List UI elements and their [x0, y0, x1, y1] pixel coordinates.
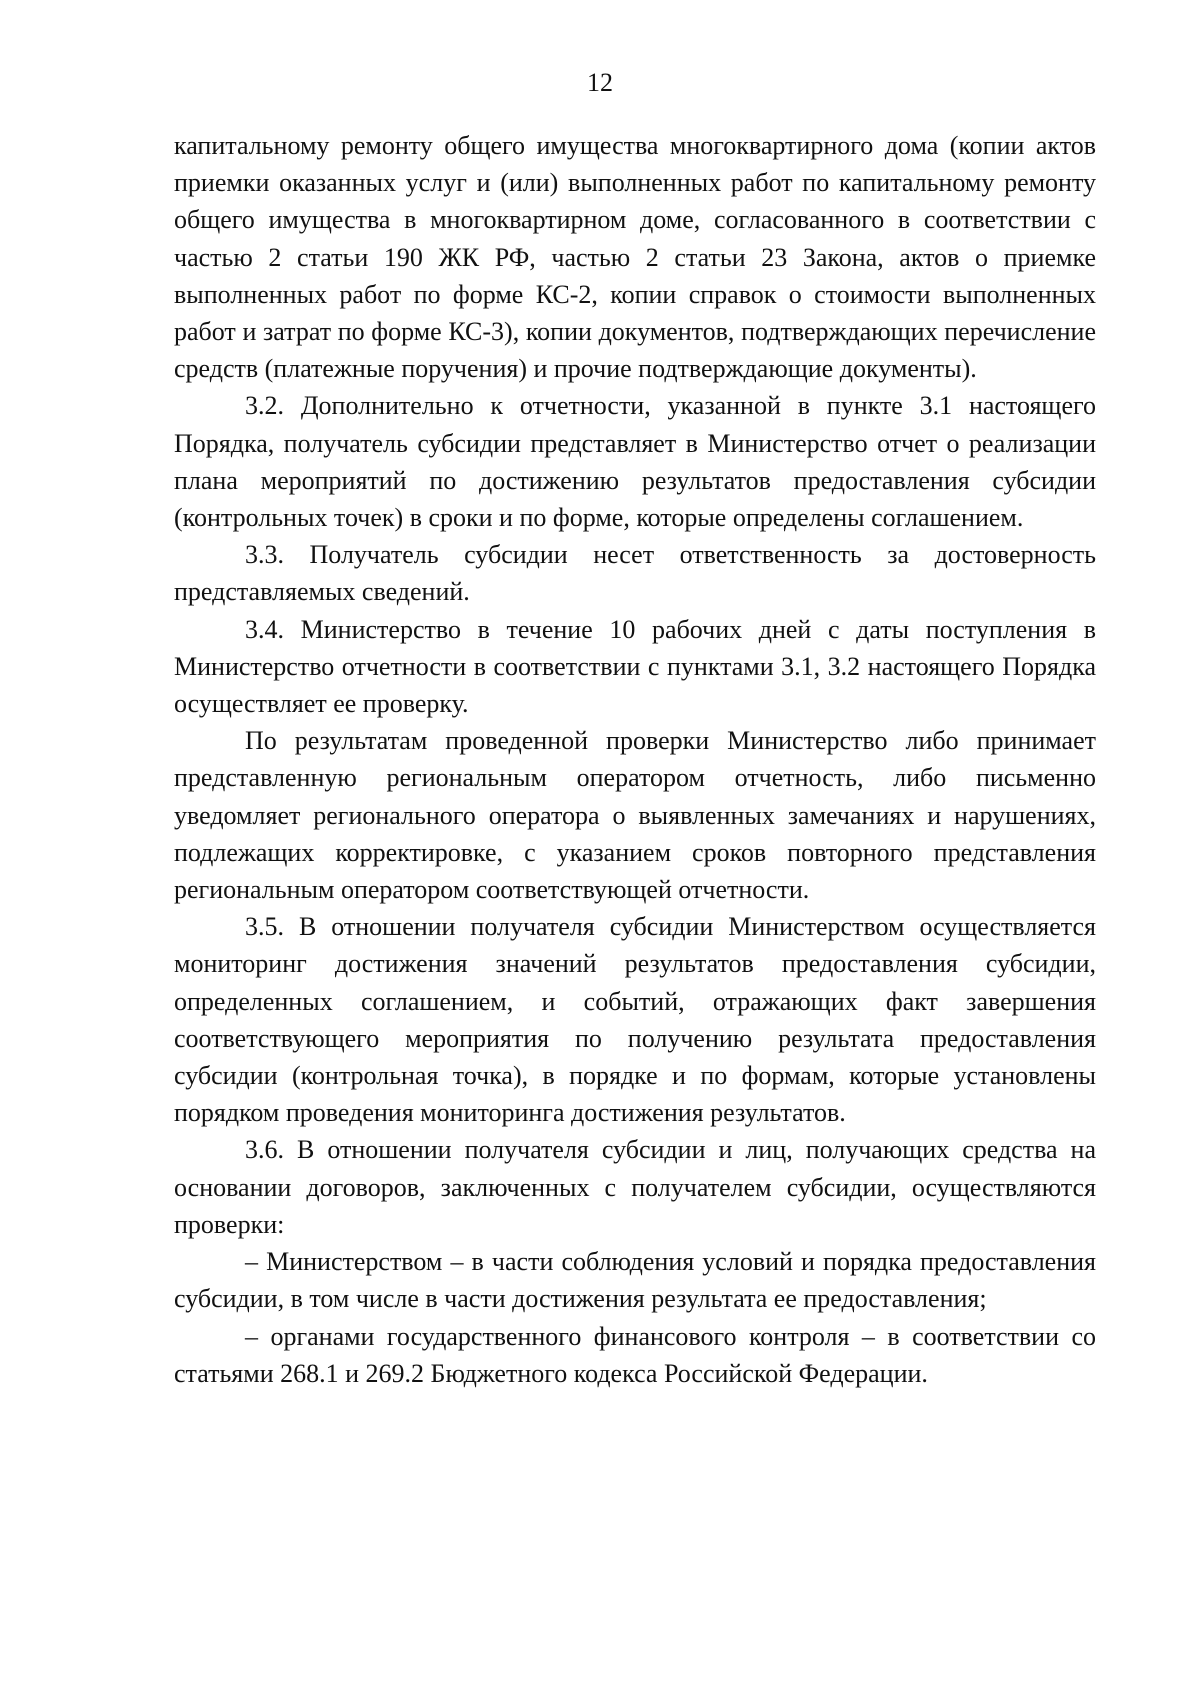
paragraph-continuation: капитальному ремонту общего имущества многоквартирного дома (копии актов приемки оказанных услуг и (или) выполненных работ по капитальному ремонту общего имущества в многоквартирном доме, согласованного в соответствии с частью 2 статьи 190 ЖК РФ, частью 2 статьи 23 Закона, актов о приемке выполненных работ по форме КС-2, копии справок о стоимости выполненных работ и затрат по форме КС-3), копии документов, подтверждающих перечисление средств (платежные поручения) и прочие подтверждающие документы).: [174, 131, 1096, 384]
paragraph-review-results: По результатам проведенной проверки Министерство либо принимает представленную региональным оператором отчетность, либо письменно уведомляет регионального оператора о выявленных замечаниях и нарушениях, подлежащих корректировке, с указанием сроков повторного представления региональным оператором соответствующей отчетности.: [174, 726, 1096, 905]
list-item-financial-control: – органами государственного финансового контроля – в соответствии со статьями 268.1 и 269.2 Бюджетного кодекса Российской Федерации.: [174, 1321, 1096, 1388]
list-item-ministry: – Министерством – в части соблюдения условий и порядка предоставления субсидии, в том числе в части достижения результата ее предоставления;: [174, 1247, 1096, 1314]
paragraph-3-2: 3.2. Дополнительно к отчетности, указанной в пункте 3.1 настоящего Порядка, получатель субсидии представляет в Министерство отчет о реализации плана мероприятий по достижению результатов предоставления субсидии (контрольных точек) в сроки и по форме, которые определены соглашением.: [174, 391, 1096, 533]
paragraph-3-3: 3.3. Получатель субсидии несет ответственность за достоверность представляемых сведений.: [174, 540, 1096, 607]
page-number: 12: [587, 68, 613, 97]
paragraph-3-5: 3.5. В отношении получателя субсидии Министерством осуществляется мониторинг достижения значений результатов предоставления субсидии, определенных соглашением, и событий, отражающих факт завершения соответствующего мероприятия по получению результата предоставления субсидии (контрольная точка), в порядке и по формам, которые установлены порядком проведения мониторинга достижения результатов.: [174, 912, 1096, 1128]
document-body: [174, 127, 1096, 1392]
paragraph-3-6: 3.6. В отношении получателя субсидии и лиц, получающих средства на основании договоров, заключенных с получателем субсидии, осуществляются проверки:: [174, 1135, 1096, 1239]
paragraph-3-4: 3.4. Министерство в течение 10 рабочих дней с даты поступления в Министерство отчетности в соответствии с пунктами 3.1, 3.2 настоящего Порядка осуществляет ее проверку.: [174, 614, 1096, 719]
